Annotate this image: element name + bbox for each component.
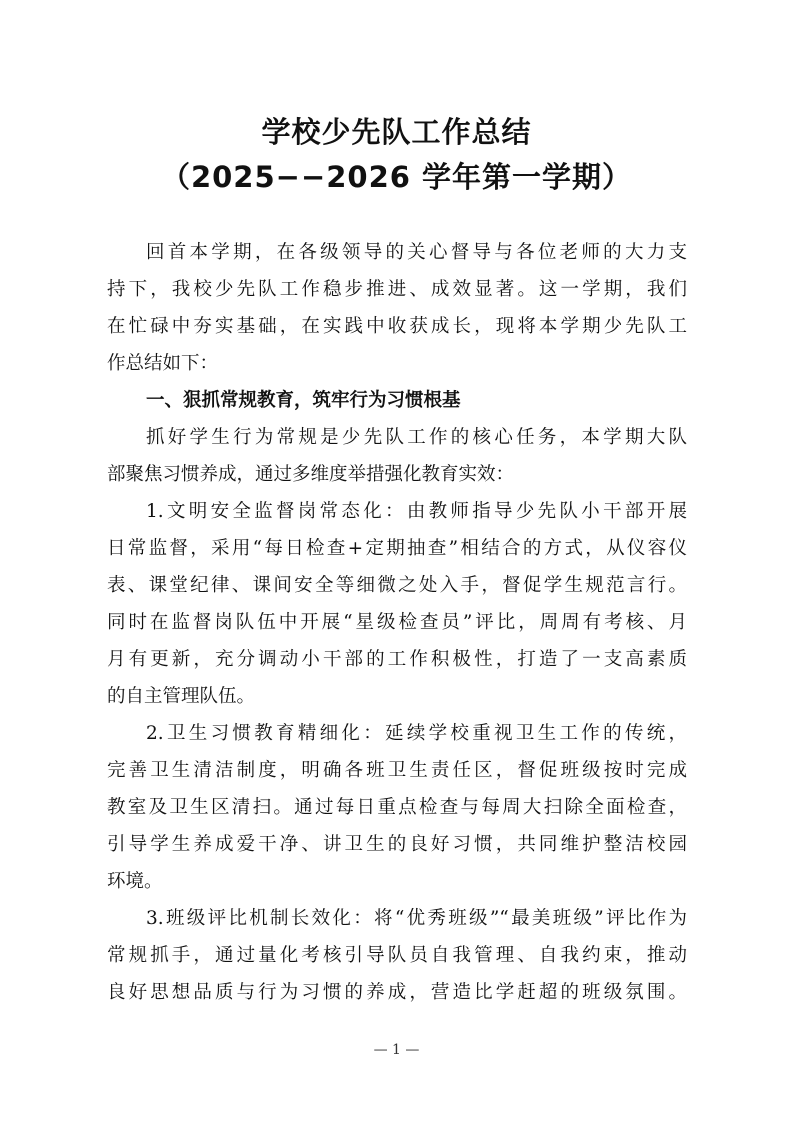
item2-line: 引导学生养成爱干净、讲卫生的良好习惯，共同维护整洁校园: [107, 834, 687, 855]
item3-line: 良好思想品质与行为习惯的养成，营造比学赶超的班级氛围。: [107, 982, 687, 1003]
item1-line: 同时在监督岗队伍中开展“星级检查员”评比，周周有考核、月: [107, 612, 687, 633]
item3-line: 3.班级评比机制长效化：将“优秀班级”“最美班级”评比作为: [146, 908, 687, 929]
item1-line: 表、课堂纪律、课间安全等细微之处入手，督促学生规范言行。: [107, 575, 687, 596]
item2-line: 完善卫生清洁制度，明确各班卫生责任区，督促班级按时完成: [107, 760, 687, 781]
item2-line: 环境。: [107, 871, 163, 892]
item1-line: 月有更新，充分调动小干部的工作积极性，打造了一支高素质: [107, 649, 687, 670]
item2-line: 2.卫生习惯教育精细化：延续学校重视卫生工作的传统，: [146, 723, 687, 744]
intro-line: 作总结如下：: [107, 353, 219, 374]
page-number: — 1 —: [373, 1042, 420, 1058]
intro-line: 持下，我校少先队工作稳步推进、成效显著。这一学期，我们: [107, 279, 687, 300]
intro-line: 在忙碌中夯实基础，在实践中收获成长，现将本学期少先队工: [107, 316, 687, 337]
document-title: 学校少先队工作总结: [261, 115, 532, 149]
item1-line: 的自主管理队伍。: [107, 686, 256, 707]
item1-line: 日常监督，采用“每日检查+定期抽查”相结合的方式，从仪容仪: [107, 538, 687, 559]
item1-line: 1.文明安全监督岗常态化：由教师指导少先队小干部开展: [146, 501, 687, 522]
item3-line: 常规抓手，通过量化考核引导队员自我管理、自我约束，推动: [107, 945, 687, 966]
intro-line: 回首本学期，在各级领导的关心督导与各位老师的大力支: [146, 242, 687, 263]
section-intro-line: 部聚焦习惯养成，通过多维度举措强化教育实效：: [107, 464, 515, 485]
item2-line: 教室及卫生区清扫。通过每日重点检查与每周大扫除全面检查，: [107, 797, 687, 818]
section-heading: 一、狠抓常规教育，筑牢行为习惯根基: [146, 390, 461, 411]
section-intro-line: 抓好学生行为常规是少先队工作的核心任务，本学期大队: [146, 427, 687, 448]
document-subtitle: （2025−−2026 学年第一学期）: [160, 160, 633, 194]
